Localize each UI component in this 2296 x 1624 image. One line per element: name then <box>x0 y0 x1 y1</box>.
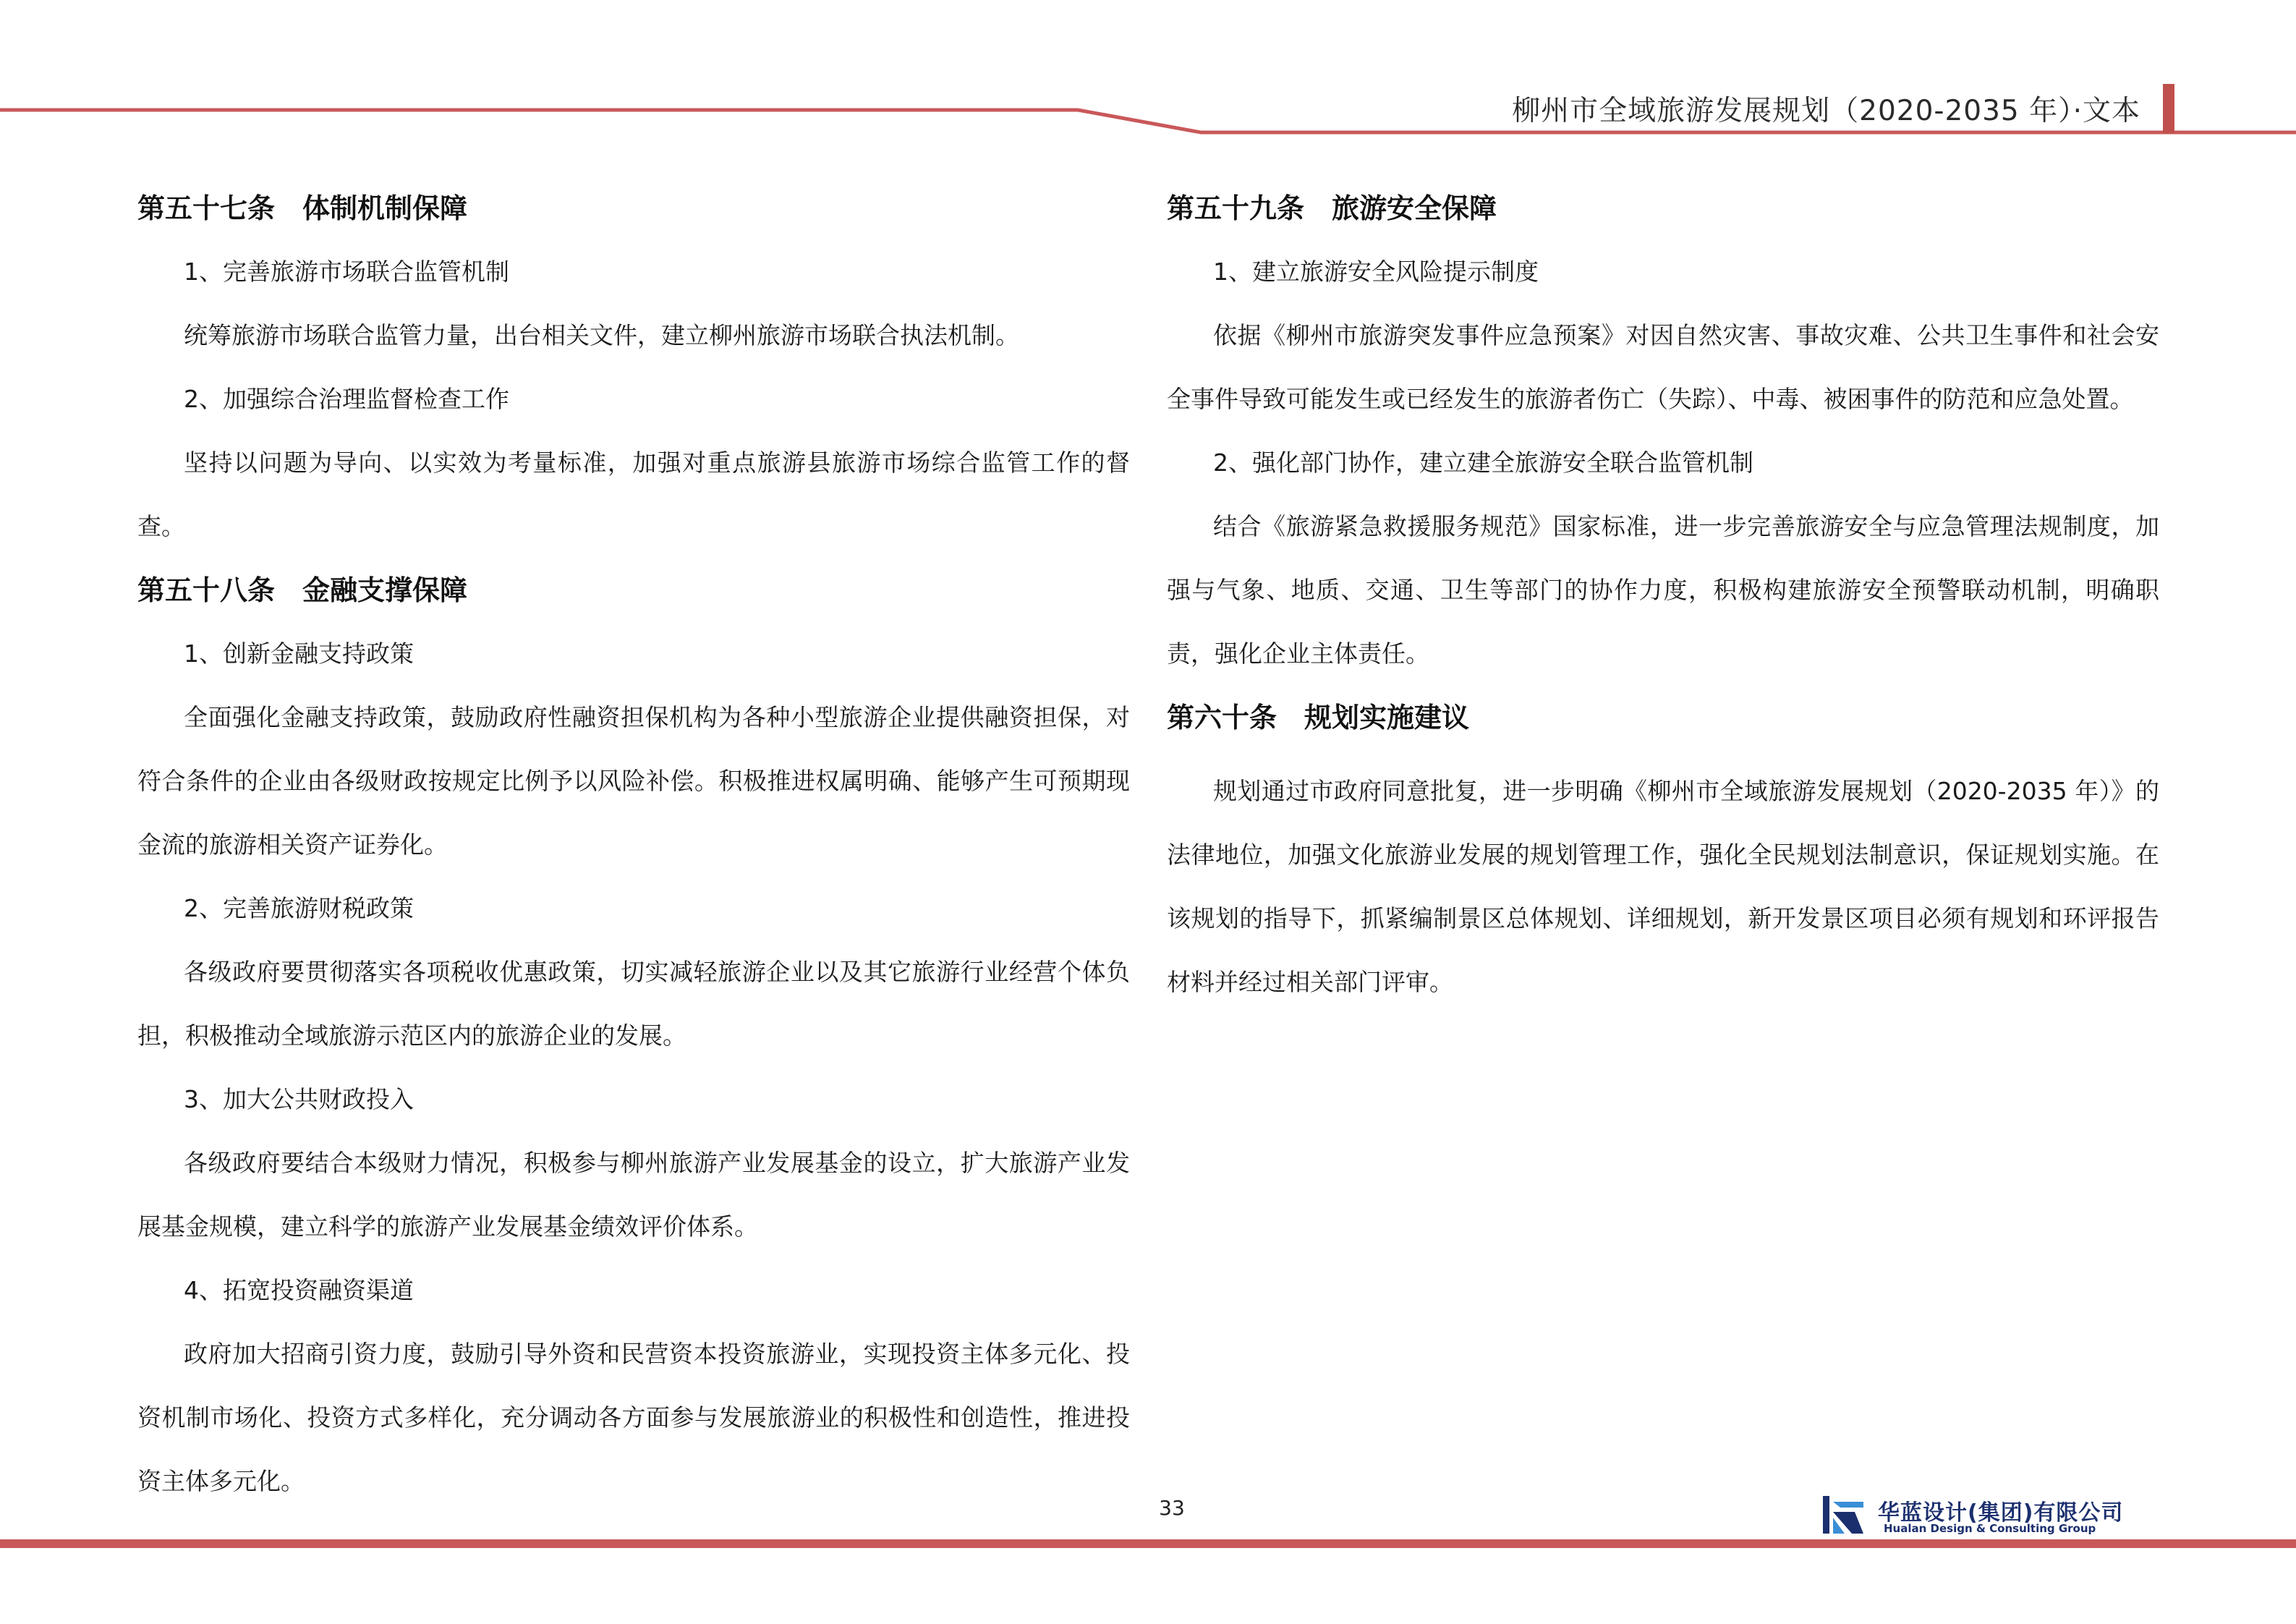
paragraph: 全面强化金融支持政策，鼓励政府性融资担保机构为各种小型旅游企业提供融资担保，对符合条件的企业由各级财政按规定比例予以风险补偿。积极推进权属明确、能够产生可预期现金流的旅游相关资产证券化。 <box>137 703 1130 859</box>
footer-rule <box>0 1539 2296 1548</box>
article-title: 规划实施建议 <box>1304 702 1470 734</box>
article-60-heading <box>1167 696 2159 760</box>
article-57-heading <box>137 187 1130 250</box>
subsection-heading: 1、完善旅游市场联合监管机制 <box>184 258 509 286</box>
left-column <box>137 187 1130 1523</box>
subsection-heading: 3、加大公共财政投入 <box>184 1085 414 1113</box>
article-58-heading <box>137 569 1130 632</box>
subsection-heading: 2、加强综合治理监督检查工作 <box>184 385 509 413</box>
header-accent-bar <box>2163 84 2174 133</box>
subsection-heading: 4、拓宽投资融资渠道 <box>184 1276 414 1304</box>
paragraph: 依据《柳州市旅游突发事件应急预案》对因自然灾害、事故灾难、公共卫生事件和社会安全事件导致可能发生或已经发生的旅游者伤亡（失踪）、中毒、被困事件的防范和应急处置。 <box>1167 321 2159 413</box>
paragraph: 规划通过市政府同意批复，进一步明确《柳州市全域旅游发展规划（2020-2035 年）》的法律地位，加强文化旅游业发展的规划管理工作，强化全民规划法制意识，保证规划实施。在该规划的指导下，抓紧编制景区总体规划、详细规划，新开发景区项目必须有规划和环评报告材料并经过相关部门评审。 <box>1167 777 2159 996</box>
article-59-heading <box>1167 187 2159 250</box>
article-number: 第六十条 <box>1167 702 1277 734</box>
company-logo <box>1823 1495 2124 1538</box>
article-number: 第五十八条 <box>137 574 276 606</box>
article-title: 金融支撑保障 <box>302 574 468 606</box>
paragraph: 政府加大招商引资力度，鼓励引导外资和民营资本投资旅游业，实现投资主体多元化、投资机制市场化、投资方式多样化，充分调动各方面参与发展旅游业的积极性和创造性，推进投资主体多元化。 <box>137 1340 1130 1495</box>
right-column <box>1167 187 2159 1024</box>
logo-english-name: Hualan Design & Consulting Group <box>1884 1522 2096 1535</box>
article-title: 体制机制保障 <box>302 192 468 224</box>
subsection-heading: 2、强化部门协作，建立建全旅游安全联合监管机制 <box>1213 448 1753 477</box>
hualan-logo-icon <box>1823 1496 1863 1534</box>
subsection-heading: 1、创新金融支持政策 <box>184 639 414 668</box>
article-number: 第五十七条 <box>137 192 276 224</box>
document-header-title: 柳州市全域旅游发展规划（2020-2035 年）·文本 <box>1512 95 2140 127</box>
article-number: 第五十九条 <box>1167 192 1305 224</box>
paragraph: 各级政府要结合本级财力情况，积极参与柳州旅游产业发展基金的设立，扩大旅游产业发展基金规模，建立科学的旅游产业发展基金绩效评价体系。 <box>137 1149 1130 1241</box>
subsection-heading: 1、建立旅游安全风险提示制度 <box>1213 258 1539 286</box>
subsection-heading: 2、完善旅游财税政策 <box>184 894 414 922</box>
paragraph: 统筹旅游市场联合监管力量，出台相关文件，建立柳州旅游市场联合执法机制。 <box>184 321 1019 349</box>
paragraph: 各级政府要贯彻落实各项税收优惠政策，切实减轻旅游企业以及其它旅游行业经营个体负担，积极推动全域旅游示范区内的旅游企业的发展。 <box>137 958 1130 1050</box>
article-title: 旅游安全保障 <box>1332 192 1497 224</box>
paragraph: 结合《旅游紧急救援服务规范》国家标准，进一步完善旅游安全与应急管理法规制度，加强与气象、地质、交通、卫生等部门的协作力度，积极构建旅游安全预警联动机制，明确职责，强化企业主体责任。 <box>1167 512 2159 668</box>
paragraph: 坚持以问题为导向、以实效为考量标准，加强对重点旅游县旅游市场综合监管工作的督查。 <box>137 448 1130 540</box>
logo-chinese-name: 华蓝设计(集团)有限公司 <box>1878 1500 2124 1526</box>
page-number: 33 <box>1159 1496 1185 1520</box>
